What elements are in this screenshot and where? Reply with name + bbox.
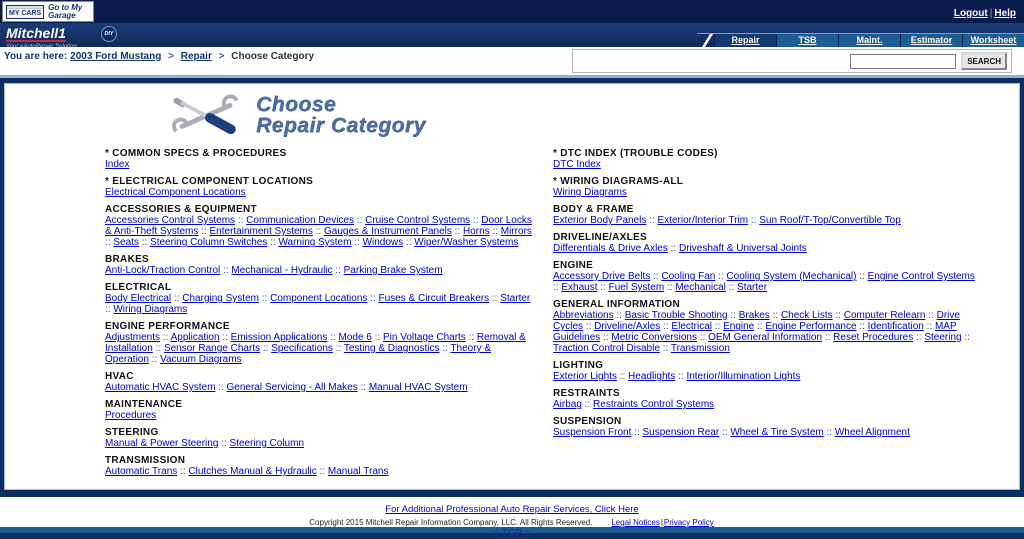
category-link[interactable]: Identification <box>867 321 924 332</box>
link-separator: :: <box>925 310 937 321</box>
tab-worksheet[interactable]: Worksheet <box>962 34 1024 47</box>
link-separator: :: <box>489 293 501 304</box>
link-separator: :: <box>367 293 379 304</box>
category-link[interactable]: Mirrors <box>500 226 532 237</box>
link-separator: :: <box>583 321 595 332</box>
category-links <box>105 410 535 421</box>
link-separator: :: <box>316 466 328 477</box>
tab-repair[interactable]: Repair <box>714 34 776 47</box>
copyright-line <box>0 518 1024 527</box>
category-link[interactable]: Testing & Diagnostics <box>343 343 440 354</box>
link-separator: :: <box>832 310 844 321</box>
link-separator: :: <box>451 226 463 237</box>
link-separator: :: <box>660 321 672 332</box>
category-link[interactable]: Seats <box>113 237 139 248</box>
link-separator: :: <box>696 332 709 343</box>
link-separator: :: <box>177 466 189 477</box>
category-link[interactable]: Headlights <box>628 371 676 382</box>
category-section <box>105 176 535 198</box>
category-link[interactable]: Mode 6 <box>338 332 372 343</box>
category-link[interactable]: Wheel Alignment <box>834 427 910 438</box>
breadcrumb-search-row <box>0 47 1024 75</box>
category-link[interactable]: Fuel System <box>608 282 665 293</box>
link-separator: :: <box>913 332 925 343</box>
breadcrumb-current: Choose Category <box>231 51 315 62</box>
category-section <box>553 299 983 354</box>
link-separator: :: <box>465 332 477 343</box>
link-separator: :: <box>470 215 482 226</box>
go-to-my-garage-button[interactable] <box>2 1 94 22</box>
category-heading: RESTRAINTS <box>553 388 620 399</box>
category-link[interactable]: Brakes <box>738 310 770 321</box>
category-links <box>105 332 535 365</box>
top-bar <box>0 0 1024 23</box>
category-section <box>105 455 535 477</box>
category-links <box>105 466 535 477</box>
category-links <box>553 215 983 226</box>
link-separator: :: <box>354 215 366 226</box>
breadcrumb-prefix: You are here: <box>4 51 68 62</box>
link-separator: :: <box>489 226 501 237</box>
category-link[interactable]: Charging System <box>182 293 259 304</box>
category-link[interactable]: Anti-Lock/Traction Control <box>105 265 221 276</box>
link-separator: :: <box>715 271 727 282</box>
category-link[interactable]: Component Locations <box>270 293 368 304</box>
category-links <box>105 187 535 198</box>
search-input[interactable] <box>850 54 956 69</box>
category-link[interactable]: Body Electrical <box>105 293 172 304</box>
breadcrumb <box>4 51 314 62</box>
category-link[interactable]: Automatic HVAC System <box>105 382 216 393</box>
category-heading: LIGHTING <box>553 360 604 371</box>
category-section <box>553 204 983 226</box>
top-link[interactable]: :: TOP :: <box>492 528 532 539</box>
category-section <box>105 321 535 365</box>
category-link[interactable]: Communication Devices <box>246 215 354 226</box>
category-heading: TRANSMISSION <box>105 455 186 466</box>
brand-wordmark: Mitchell1 <box>6 25 66 41</box>
link-separator: :: <box>258 293 271 304</box>
category-link[interactable]: Door Locks & Anti-Theft Systems <box>105 215 532 237</box>
additional-services-link[interactable]: For Additional Professional Auto Repair Services, Click Here <box>385 504 639 515</box>
category-link[interactable]: Computer Relearn <box>843 310 926 321</box>
category-heading: * COMMON SPECS & PROCEDURES <box>105 148 287 159</box>
category-link[interactable]: Interior/Illumination Lights <box>686 371 801 382</box>
page-title-block <box>170 90 1019 140</box>
link-separator: :: <box>646 215 658 226</box>
copyright-text: Copyright 2015 Mitchell Repair Information Company, LLC. All Rights Reserved. <box>309 518 593 527</box>
breadcrumb-link[interactable]: 2003 Ford Mustang <box>70 51 162 62</box>
category-section <box>553 388 983 410</box>
link-separator: :: <box>105 237 114 248</box>
help-link[interactable]: Help <box>994 8 1016 19</box>
category-link[interactable]: Wiring Diagrams <box>553 187 627 198</box>
category-link[interactable]: Accessories Control Systems <box>105 215 236 226</box>
tab-maint[interactable]: Maint. <box>838 34 900 47</box>
category-link[interactable]: Cooling System (Mechanical) <box>726 271 857 282</box>
category-section <box>553 148 983 170</box>
link-separator: :: <box>650 271 662 282</box>
category-link[interactable]: Warning System <box>278 237 352 248</box>
category-column-left <box>105 148 535 483</box>
link-separator: :: <box>581 399 594 410</box>
link-separator: :: <box>218 438 230 449</box>
link-separator: :: <box>553 282 562 293</box>
link-separator: :: <box>856 321 868 332</box>
category-heading: SUSPENSION <box>553 416 622 427</box>
category-heading: DRIVELINE/AXLES <box>553 232 647 243</box>
link-separator: :: <box>664 282 676 293</box>
link-separator: :: <box>235 215 247 226</box>
link-separator: :: <box>332 343 344 354</box>
category-link[interactable]: Starter <box>500 293 531 304</box>
link-separator: :: <box>138 237 151 248</box>
category-link[interactable]: Transmission <box>670 343 730 354</box>
category-link[interactable]: Suspension Rear <box>642 427 720 438</box>
page-title-line1: Choose <box>256 93 337 116</box>
legal-notices-link[interactable]: Legal Notices <box>611 518 660 527</box>
category-link[interactable]: Cooling Fan <box>661 271 716 282</box>
link-separator: :: <box>215 382 227 393</box>
category-link[interactable]: Driveshaft & Universal Joints <box>678 243 807 254</box>
footer-link-separator: | <box>660 518 663 527</box>
category-section <box>553 260 983 293</box>
link-separator: :: <box>198 226 210 237</box>
main-content <box>0 78 1024 497</box>
category-link[interactable]: General Servicing - All Makes <box>226 382 358 393</box>
category-link[interactable]: Automatic Trans <box>105 466 178 477</box>
search-panel <box>572 49 1012 73</box>
category-section <box>105 427 535 449</box>
link-separator: :: <box>351 237 363 248</box>
link-separator: :: <box>267 237 279 248</box>
category-heading: * DTC INDEX (TROUBLE CODES) <box>553 148 718 159</box>
category-link[interactable]: MAP Guidelines <box>553 321 957 343</box>
link-separator: :: <box>260 343 272 354</box>
link-separator: :: <box>148 354 161 365</box>
link-separator: :: <box>219 332 231 343</box>
category-heading: * ELECTRICAL COMPONENT LOCATIONS <box>105 176 314 187</box>
footer <box>0 497 1024 539</box>
category-links <box>105 438 535 449</box>
link-separator: :: <box>675 371 687 382</box>
category-link[interactable]: Engine Performance <box>765 321 857 332</box>
category-columns <box>105 148 1019 483</box>
category-section <box>105 254 535 276</box>
category-link[interactable]: Clutches Manual & Hydraulic <box>188 466 317 477</box>
category-link[interactable]: Check Lists <box>780 310 833 321</box>
link-separator: :: <box>727 310 739 321</box>
link-separator: :: <box>667 243 679 254</box>
category-section <box>105 399 535 421</box>
category-links <box>105 159 535 170</box>
link-separator: :: <box>823 427 835 438</box>
my-cars-plate-icon <box>6 5 44 19</box>
link-separator: :: <box>439 343 451 354</box>
category-link[interactable]: Wiring Diagrams <box>113 304 188 315</box>
category-link[interactable]: Application <box>170 332 220 343</box>
category-link[interactable]: Mechanical - Hydraulic <box>231 265 333 276</box>
category-link[interactable]: Drive Cycles <box>553 310 960 332</box>
category-link[interactable]: Manual & Power Steering <box>105 438 219 449</box>
category-link[interactable]: Reset Procedures <box>833 332 914 343</box>
category-link[interactable]: Engine <box>723 321 755 332</box>
category-heading: ENGINE <box>553 260 594 271</box>
category-link[interactable]: Entertainment Systems <box>209 226 313 237</box>
category-link[interactable]: Abbreviations <box>553 310 614 321</box>
tab-estimator[interactable]: Estimator <box>900 34 962 47</box>
category-heading: STEERING <box>105 427 159 438</box>
category-section <box>105 204 535 248</box>
category-link[interactable]: Exterior Body Panels <box>553 215 647 226</box>
category-link[interactable]: Steering Column Switches <box>150 237 268 248</box>
tab-list <box>714 34 1024 47</box>
category-column-right <box>553 148 983 483</box>
category-heading: MAINTENANCE <box>105 399 183 410</box>
category-links <box>105 382 535 393</box>
category-heading: ELECTRICAL <box>105 282 172 293</box>
category-link[interactable]: Steering <box>924 332 962 343</box>
category-link[interactable]: Engine Control Systems <box>867 271 975 282</box>
link-separator: :: <box>220 265 232 276</box>
category-link[interactable]: Starter <box>737 282 768 293</box>
privacy-policy-link[interactable]: Privacy Policy <box>663 518 714 527</box>
category-heading: HVAC <box>105 371 134 382</box>
category-links <box>553 427 983 438</box>
category-heading: ACCESSORIES & EQUIPMENT <box>105 204 257 215</box>
category-link[interactable]: Fuses & Circuit Breakers <box>378 293 490 304</box>
search-button[interactable]: SEARCH <box>961 52 1007 70</box>
link-separator: :: <box>171 293 183 304</box>
link-separator: :: <box>357 382 369 393</box>
category-link[interactable]: Procedures <box>105 410 157 421</box>
category-link[interactable]: Exterior Lights <box>553 371 617 382</box>
category-link[interactable]: DTC Index <box>553 159 601 170</box>
category-link[interactable]: Steering Column <box>229 438 305 449</box>
category-links <box>105 215 535 248</box>
category-link[interactable]: Parking Brake System <box>343 265 443 276</box>
logo-bar <box>0 23 1024 47</box>
link-separator: :: <box>616 371 629 382</box>
category-section <box>553 232 983 254</box>
link-separator: :: <box>631 427 643 438</box>
category-links <box>105 265 535 276</box>
link-separator: :: <box>312 226 324 237</box>
link-separator: :: <box>769 310 781 321</box>
nav-tabs <box>697 33 1024 47</box>
link-separator: :: <box>961 332 970 343</box>
category-links <box>553 187 983 198</box>
category-links <box>105 293 535 315</box>
crossed-tools-icon <box>170 92 244 138</box>
link-separator: :: <box>371 332 383 343</box>
link-separator: :: <box>327 332 339 343</box>
plate-label: MY CARS <box>9 9 42 17</box>
category-links <box>553 243 983 254</box>
category-link[interactable]: Theory & Operation <box>105 343 491 365</box>
diy-badge-icon: DIY <box>101 26 117 42</box>
category-link[interactable]: Wheel & Tire System <box>730 427 824 438</box>
category-link[interactable]: Airbag <box>553 399 582 410</box>
link-separator: :: <box>152 343 164 354</box>
category-link[interactable]: Accessory Drive Belts <box>553 271 651 282</box>
category-links <box>553 159 983 170</box>
link-separator: :: <box>711 321 724 332</box>
content-box <box>4 83 1020 490</box>
category-link[interactable]: Driveline/Axles <box>594 321 661 332</box>
category-link[interactable]: Restraints Control Systems <box>593 399 715 410</box>
top-link-separator: | <box>989 8 993 19</box>
category-link[interactable]: Exterior/Interior Trim <box>657 215 749 226</box>
category-section <box>105 371 535 393</box>
link-separator: :: <box>160 332 171 343</box>
category-link[interactable]: Emission Applications <box>230 332 328 343</box>
category-link[interactable]: Manual Trans <box>327 466 389 477</box>
diagonal-stripe-decoration <box>693 34 713 47</box>
category-link[interactable]: Removal & Installation <box>105 332 526 354</box>
category-heading: BRAKES <box>105 254 150 265</box>
category-link[interactable]: Metric Conversions <box>611 332 697 343</box>
category-section <box>105 282 535 315</box>
category-link[interactable]: Horns <box>462 226 490 237</box>
link-separator: :: <box>105 304 114 315</box>
category-link[interactable]: Differentials & Drive Axles <box>553 243 668 254</box>
link-separator: :: <box>659 343 671 354</box>
category-link[interactable]: Basic Trouble Shooting <box>624 310 728 321</box>
category-link[interactable]: Manual HVAC System <box>368 382 468 393</box>
breadcrumb-separator: > <box>215 51 228 62</box>
category-link[interactable]: OEM General Information <box>708 332 823 343</box>
tab-tsb[interactable]: TSB <box>776 34 838 47</box>
garage-button-label: Go to My Garage <box>48 2 83 20</box>
link-separator: :: <box>613 310 625 321</box>
category-links <box>553 271 983 293</box>
link-separator: :: <box>725 282 738 293</box>
link-separator: :: <box>822 332 834 343</box>
category-link[interactable]: Adjustments <box>105 332 161 343</box>
category-heading: GENERAL INFORMATION <box>553 299 680 310</box>
category-heading: BODY & FRAME <box>553 204 634 215</box>
category-links <box>553 399 983 410</box>
category-link[interactable]: Windows <box>362 237 404 248</box>
page-title-line2: Repair Category <box>256 114 426 137</box>
link-separator: :: <box>332 265 344 276</box>
category-link[interactable]: Electrical <box>671 321 712 332</box>
category-section <box>553 176 983 198</box>
category-heading: * WIRING DIAGRAMS-ALL <box>553 176 684 187</box>
link-separator: :: <box>923 321 935 332</box>
category-links <box>553 371 983 382</box>
category-link[interactable]: Traction Control Disable <box>553 343 660 354</box>
category-link[interactable]: Electrical Component Locations <box>105 187 246 198</box>
link-separator: :: <box>748 215 760 226</box>
breadcrumb-separator: > <box>165 51 177 62</box>
link-separator: :: <box>597 282 609 293</box>
category-link[interactable]: Pin Voltage Charts <box>382 332 466 343</box>
category-links <box>553 310 983 354</box>
category-link[interactable]: Sun Roof/T-Top/Convertible Top <box>759 215 901 226</box>
category-link[interactable]: Cruise Control Systems <box>365 215 471 226</box>
category-link[interactable]: Index <box>105 159 130 170</box>
category-link[interactable]: Suspension Front <box>553 427 632 438</box>
link-separator: :: <box>856 271 868 282</box>
category-link[interactable]: Mechanical <box>675 282 726 293</box>
category-link[interactable]: Gauges & Instrument Panels <box>324 226 452 237</box>
category-section <box>105 148 535 170</box>
category-link[interactable]: Exhaust <box>561 282 598 293</box>
category-link[interactable]: Specifications <box>271 343 333 354</box>
link-separator: :: <box>403 237 415 248</box>
link-separator: :: <box>754 321 766 332</box>
breadcrumb-link[interactable]: Repair <box>180 51 212 62</box>
category-link[interactable]: Vacuum Diagrams <box>160 354 242 365</box>
category-heading: ENGINE PERFORMANCE <box>105 321 230 332</box>
logout-link[interactable]: Logout <box>953 8 988 19</box>
category-section <box>553 416 983 438</box>
category-section <box>553 360 983 382</box>
page-title <box>256 94 426 136</box>
link-separator: :: <box>719 427 731 438</box>
link-separator: :: <box>600 332 612 343</box>
category-link[interactable]: Wiper/Washer Systems <box>414 237 519 248</box>
category-link[interactable]: Sensor Range Charts <box>163 343 261 354</box>
